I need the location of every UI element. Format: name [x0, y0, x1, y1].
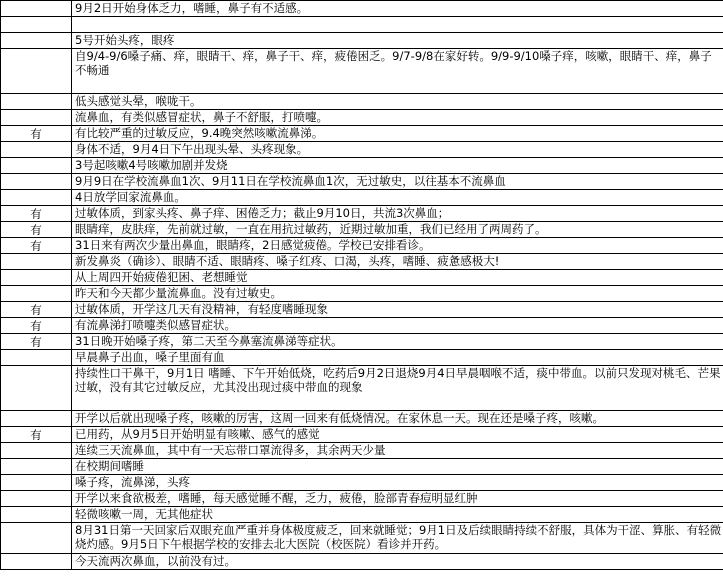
- allergy-cell[interactable]: [1, 443, 72, 459]
- allergy-cell[interactable]: [1, 142, 72, 158]
- table-row: [1, 158, 723, 174]
- allergy-cell[interactable]: [1, 110, 72, 126]
- allergy-cell[interactable]: 有: [1, 238, 72, 254]
- symptom-cell[interactable]: 9月9日在学校流鼻血1次、9月11日在学校流鼻血1次，无过敏史，以往基本不流鼻血: [72, 174, 723, 190]
- table-row: [1, 459, 723, 475]
- table-row: [1, 94, 723, 110]
- allergy-cell[interactable]: [1, 254, 72, 270]
- symptom-cell[interactable]: 有比较严重的过敏反应，9.4晚突然咳嗽流鼻涕。: [72, 126, 723, 142]
- allergy-cell[interactable]: [1, 411, 72, 427]
- symptom-cell[interactable]: 开学以来食欲极差，嗜睡，每天感觉睡不醒，乏力，疲倦，脸部青春痘明显红肿: [72, 491, 723, 507]
- allergy-cell[interactable]: [1, 17, 72, 33]
- table-row: [1, 507, 723, 523]
- allergy-cell[interactable]: 有: [1, 222, 72, 238]
- allergy-cell[interactable]: [1, 507, 72, 523]
- allergy-cell[interactable]: [1, 459, 72, 475]
- symptom-cell[interactable]: 31日晚开始嗓子疼，第二天至今鼻塞流鼻涕等症状。: [72, 334, 723, 350]
- symptom-cell[interactable]: 眼睛痒，皮肤痒，先前就过敏，一直在用抗过敏药，近期过敏加重，我们已经用了两周药了。: [72, 222, 723, 238]
- allergy-cell[interactable]: [1, 286, 72, 302]
- table-row: [1, 174, 723, 190]
- allergy-cell[interactable]: [1, 366, 72, 411]
- allergy-cell[interactable]: [1, 350, 72, 366]
- table-row: [1, 366, 723, 411]
- symptom-cell[interactable]: 在校期间嗜睡: [72, 459, 723, 475]
- table-row: [1, 1, 723, 17]
- symptom-cell[interactable]: 身体不适，9月4日下午出现头晕、头疼现象。: [72, 142, 723, 158]
- symptom-cell[interactable]: 嗓子疼，流鼻涕，头疼: [72, 475, 723, 491]
- allergy-cell[interactable]: [1, 33, 72, 49]
- allergy-cell[interactable]: [1, 49, 72, 94]
- table-row: [1, 254, 723, 270]
- table-row: [1, 411, 723, 427]
- allergy-cell[interactable]: [1, 174, 72, 190]
- symptom-cell[interactable]: 流鼻血，有类似感冒症状，鼻子不舒服，打喷嚏。: [72, 110, 723, 126]
- table-row: [1, 318, 723, 334]
- table-row: [1, 110, 723, 126]
- symptom-cell[interactable]: 5号开始头疼，眼疼: [72, 33, 723, 49]
- table-row: [1, 286, 723, 302]
- table-row: [1, 443, 723, 459]
- symptom-cell[interactable]: 连续三天流鼻血，其中有一天忘带口罩流得多，其余两天少量: [72, 443, 723, 459]
- allergy-cell[interactable]: 有: [1, 427, 72, 443]
- symptom-cell[interactable]: 4日放学回家流鼻血。: [72, 190, 723, 206]
- table-row: [1, 475, 723, 491]
- table-row: [1, 302, 723, 318]
- allergy-cell[interactable]: [1, 475, 72, 491]
- allergy-cell[interactable]: 有: [1, 206, 72, 222]
- allergy-cell[interactable]: 有: [1, 318, 72, 334]
- allergy-cell[interactable]: 有: [1, 334, 72, 350]
- symptom-cell[interactable]: 自9/4-9/6嗓子痛、痒，眼睛干、痒，鼻子干、痒，疲倦困乏。9/7-9/8在家好转。9/9-9/10嗓子痒，咳嗽，眼睛干、痒，鼻子不畅通: [72, 49, 723, 94]
- table-row: [1, 554, 723, 570]
- symptom-cell[interactable]: 从上周四开始疲倦犯困、老想睡觉: [72, 270, 723, 286]
- symptom-cell[interactable]: 开学以后就出现嗓子疼，咳嗽的厉害，这周一回来有低烧情况。在家休息一天。现在还是嗓子疼，咳嗽。: [72, 411, 723, 427]
- table-row: [1, 491, 723, 507]
- symptom-cell[interactable]: 过敏体质，到家头疼、鼻子痒、困倦乏力；截止9月10日，共流3次鼻血；: [72, 206, 723, 222]
- table-row: [1, 126, 723, 142]
- allergy-cell[interactable]: [1, 190, 72, 206]
- table-row: [1, 49, 723, 94]
- table-row: [1, 33, 723, 49]
- allergy-cell[interactable]: [1, 158, 72, 174]
- symptom-cell[interactable]: 持续性口干鼻干，9月1日 嗜睡、下午开始低烧，吃药后9月2日退烧9月4日早晨咽喉不适，痰中带血。以前只发现对桃毛、芒果过敏，没有其它过敏反应，尤其没出现过痰中带血的现象: [72, 366, 723, 411]
- table-row: [1, 206, 723, 222]
- allergy-cell[interactable]: [1, 270, 72, 286]
- symptom-cell[interactable]: 8月31日第一天回家后双眼充血严重并身体极度疲乏，回来就睡觉；9月1日及后续眼睛持续不舒服，具体为干涩、算胀、有轻微烧灼感。9月5日下午根据学校的安排去北大医院（校医院）看诊并开药。: [72, 523, 723, 554]
- allergy-cell[interactable]: 有: [1, 302, 72, 318]
- allergy-cell[interactable]: [1, 94, 72, 110]
- allergy-cell[interactable]: [1, 523, 72, 554]
- symptom-cell[interactable]: 有流鼻涕打喷嚏类似感冒症状。: [72, 318, 723, 334]
- table-row: [1, 222, 723, 238]
- symptom-cell[interactable]: 今天流两次鼻血，以前没有过。: [72, 554, 723, 570]
- symptom-cell[interactable]: 早晨鼻子出血，嗓子里面有血: [72, 350, 723, 366]
- symptom-cell[interactable]: 新发鼻炎（确诊）、眼睛不适、眼睛疼、嗓子红疼、口渴，头疼，嗜睡、疲惫感极大!: [72, 254, 723, 270]
- symptom-cell[interactable]: 轻微咳嗽一周，无其他症状: [72, 507, 723, 523]
- symptom-cell[interactable]: 过敏体质，开学这几天有没精神，有轻度嗜睡现象: [72, 302, 723, 318]
- allergy-cell[interactable]: [1, 554, 72, 570]
- table-row: [1, 427, 723, 443]
- symptom-cell[interactable]: 低头感觉头晕，喉咙干。: [72, 94, 723, 110]
- table-row: [1, 523, 723, 554]
- table-row: [1, 334, 723, 350]
- table-row: [1, 238, 723, 254]
- table-row: [1, 270, 723, 286]
- table-row: [1, 190, 723, 206]
- symptom-cell[interactable]: [72, 17, 723, 33]
- symptom-cell[interactable]: 3号起咳嗽4号咳嗽加剧并发烧: [72, 158, 723, 174]
- symptom-cell[interactable]: 31日来有两次少量出鼻血，眼睛疼，2日感觉疲倦。学校已安排看诊。: [72, 238, 723, 254]
- allergy-cell[interactable]: [1, 1, 72, 17]
- symptom-cell[interactable]: 9月2日开始身体乏力，嗜睡，鼻子有不适感。: [72, 1, 723, 17]
- table-row: [1, 142, 723, 158]
- allergy-cell[interactable]: 有: [1, 126, 72, 142]
- table-row: [1, 350, 723, 366]
- symptom-cell[interactable]: 已用药，从9月5日开始明显有咳嗽、感气的感觉: [72, 427, 723, 443]
- allergy-cell[interactable]: [1, 491, 72, 507]
- table-row: [1, 17, 723, 33]
- symptom-cell[interactable]: 昨天和今天都少量流鼻血。没有过敏史。: [72, 286, 723, 302]
